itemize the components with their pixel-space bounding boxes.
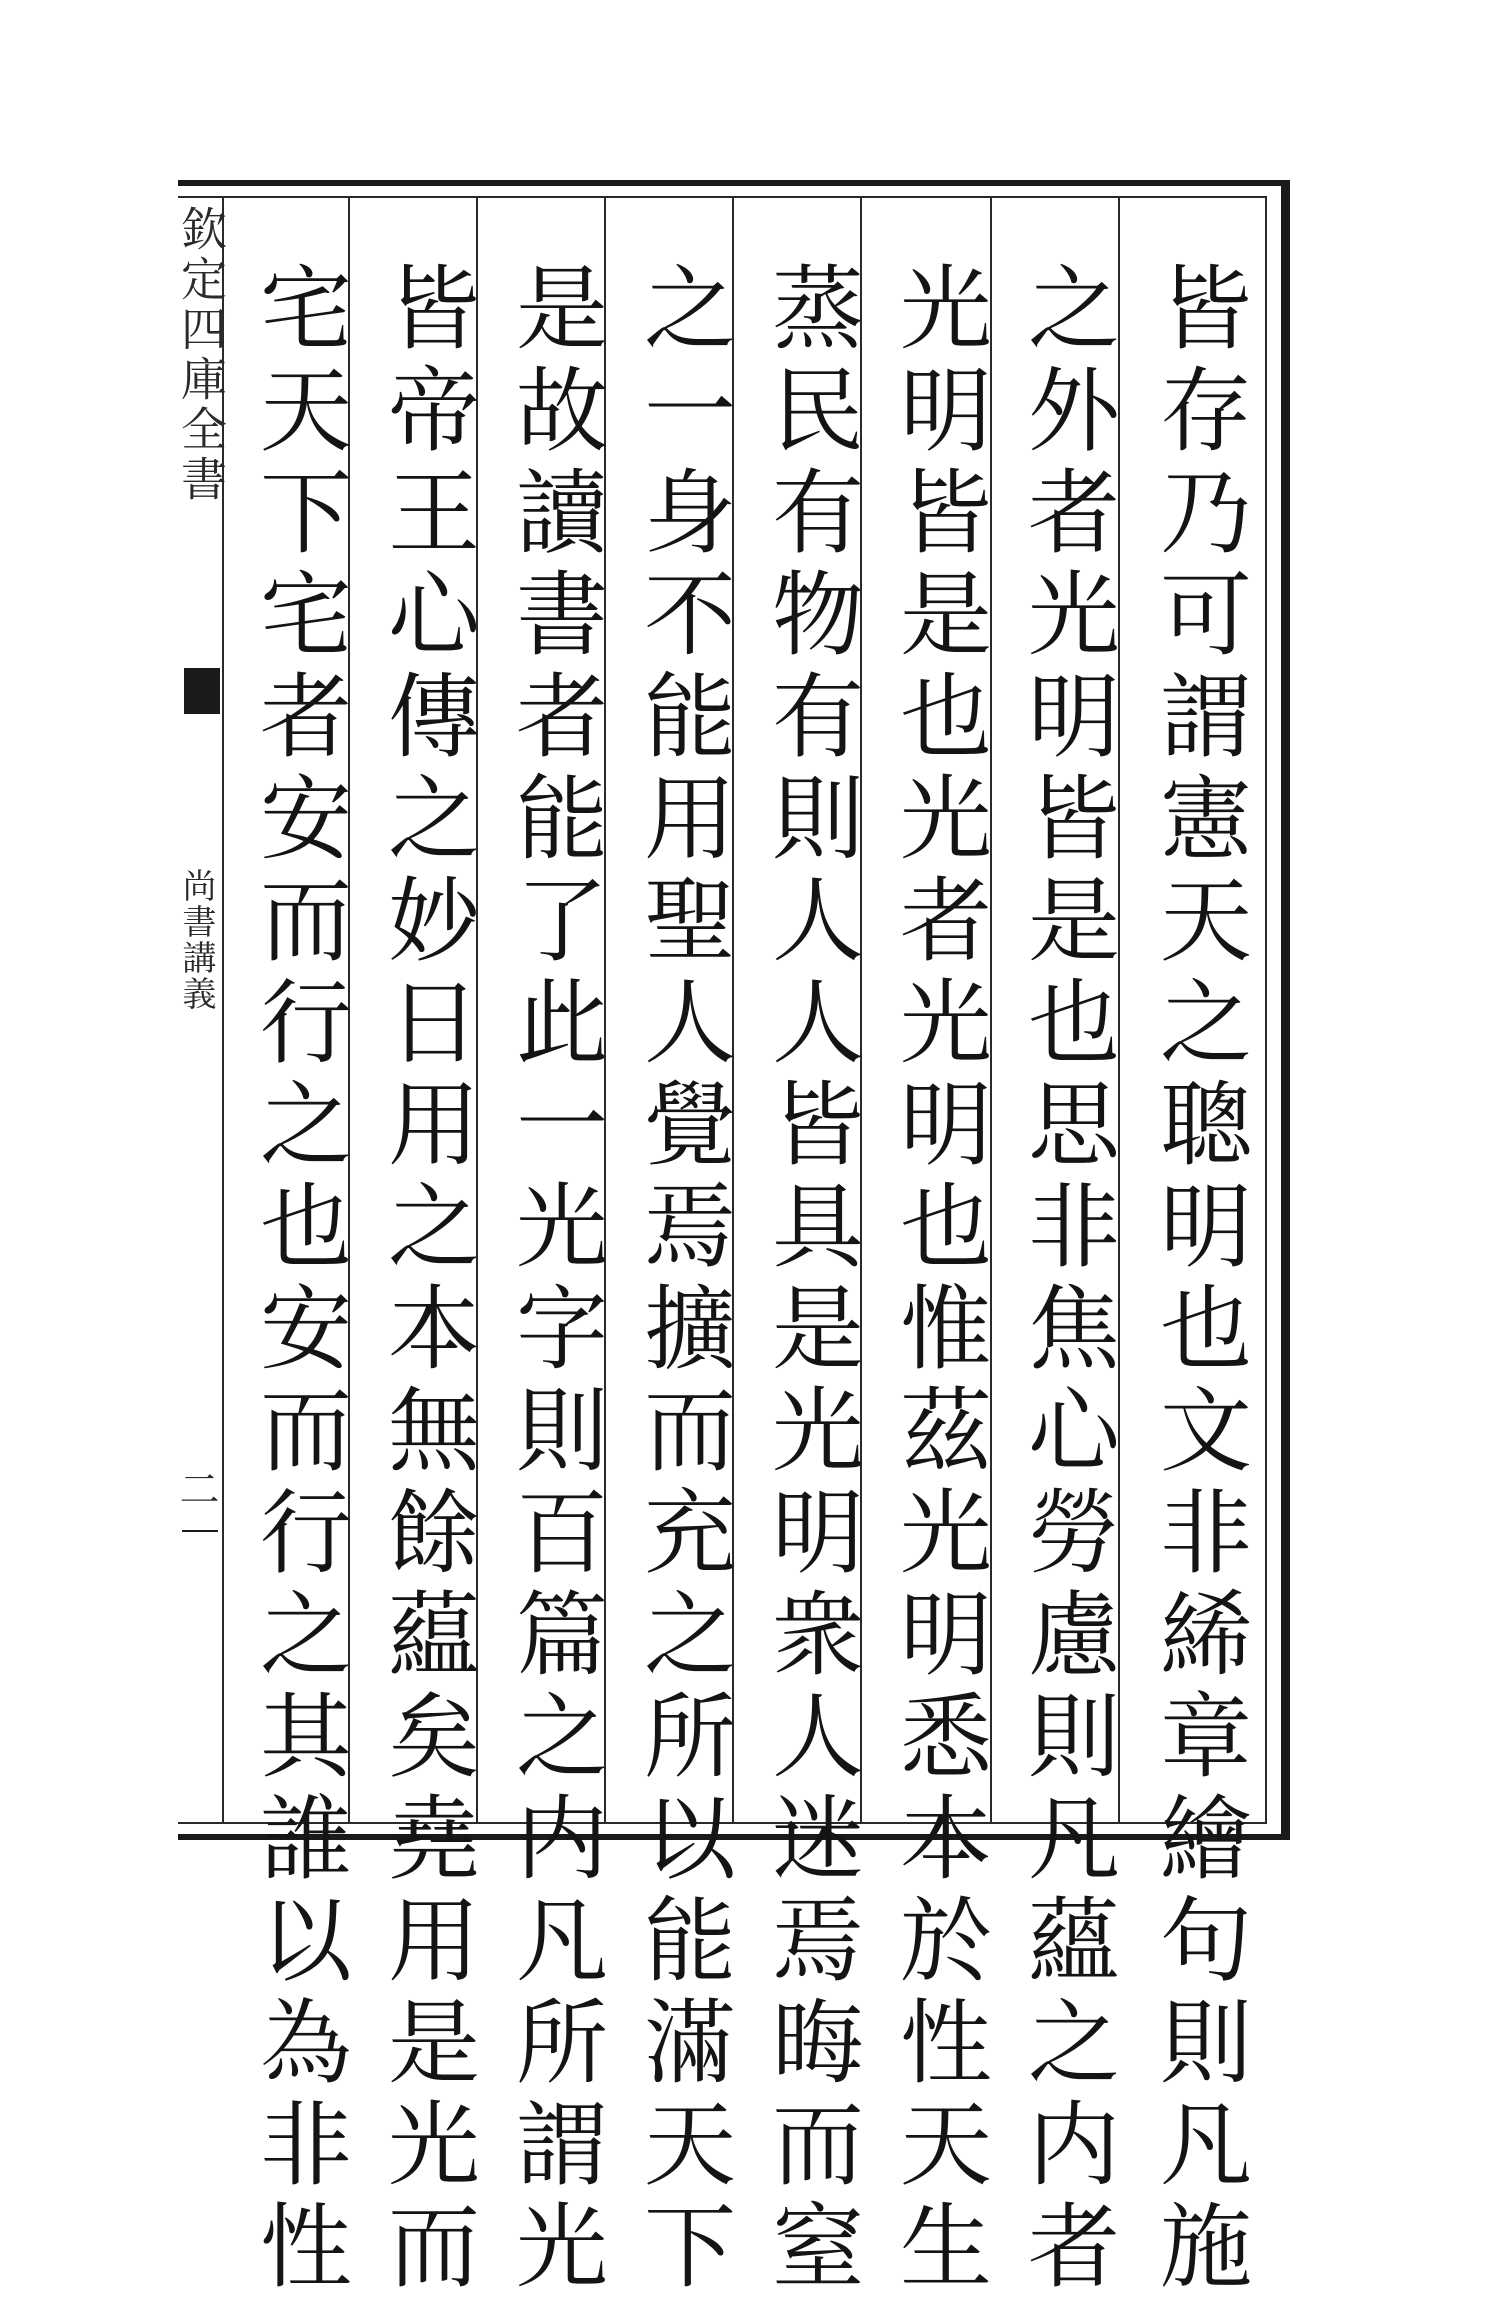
text-column-1: 皆存乃可謂憲天之聰明也文非絺章繪句則凡施 [1145, 260, 1252, 2300]
text-column-3: 光明皆是也光者光明也惟茲光明悉本於性天生 [885, 260, 992, 2300]
text-column-7: 皆帝王心傳之妙日用之本無餘藴矣堯用是光而 [373, 260, 480, 2300]
text-column-8: 宅天下宅者安而行之也安而行之其誰以為非性 [245, 260, 352, 2300]
fish-tail-mark [184, 668, 220, 712]
inner-right-rule [1265, 196, 1267, 1824]
fish-tail-rule [184, 712, 220, 714]
page-number-rule [182, 1530, 218, 1532]
series-title: 欽定四庫全書 [174, 205, 228, 505]
page-number: 二 [173, 1468, 219, 1508]
text-column-2: 之外者光明皆是也思非焦心勞慮則凡蘊之内者 [1013, 260, 1120, 2300]
text-column-6: 是故讀書者能了此一光字則百篇之内凡所謂光 [501, 260, 608, 2300]
text-column-4: 蒸民有物有則人人皆具是光明衆人迷焉晦而窒 [757, 260, 864, 2300]
book-title: 尚書講義 [176, 868, 216, 1012]
inner-top-rule [178, 196, 1265, 198]
text-column-5: 之一身不能用聖人覺焉擴而充之所以能滿天下 [629, 260, 736, 2300]
